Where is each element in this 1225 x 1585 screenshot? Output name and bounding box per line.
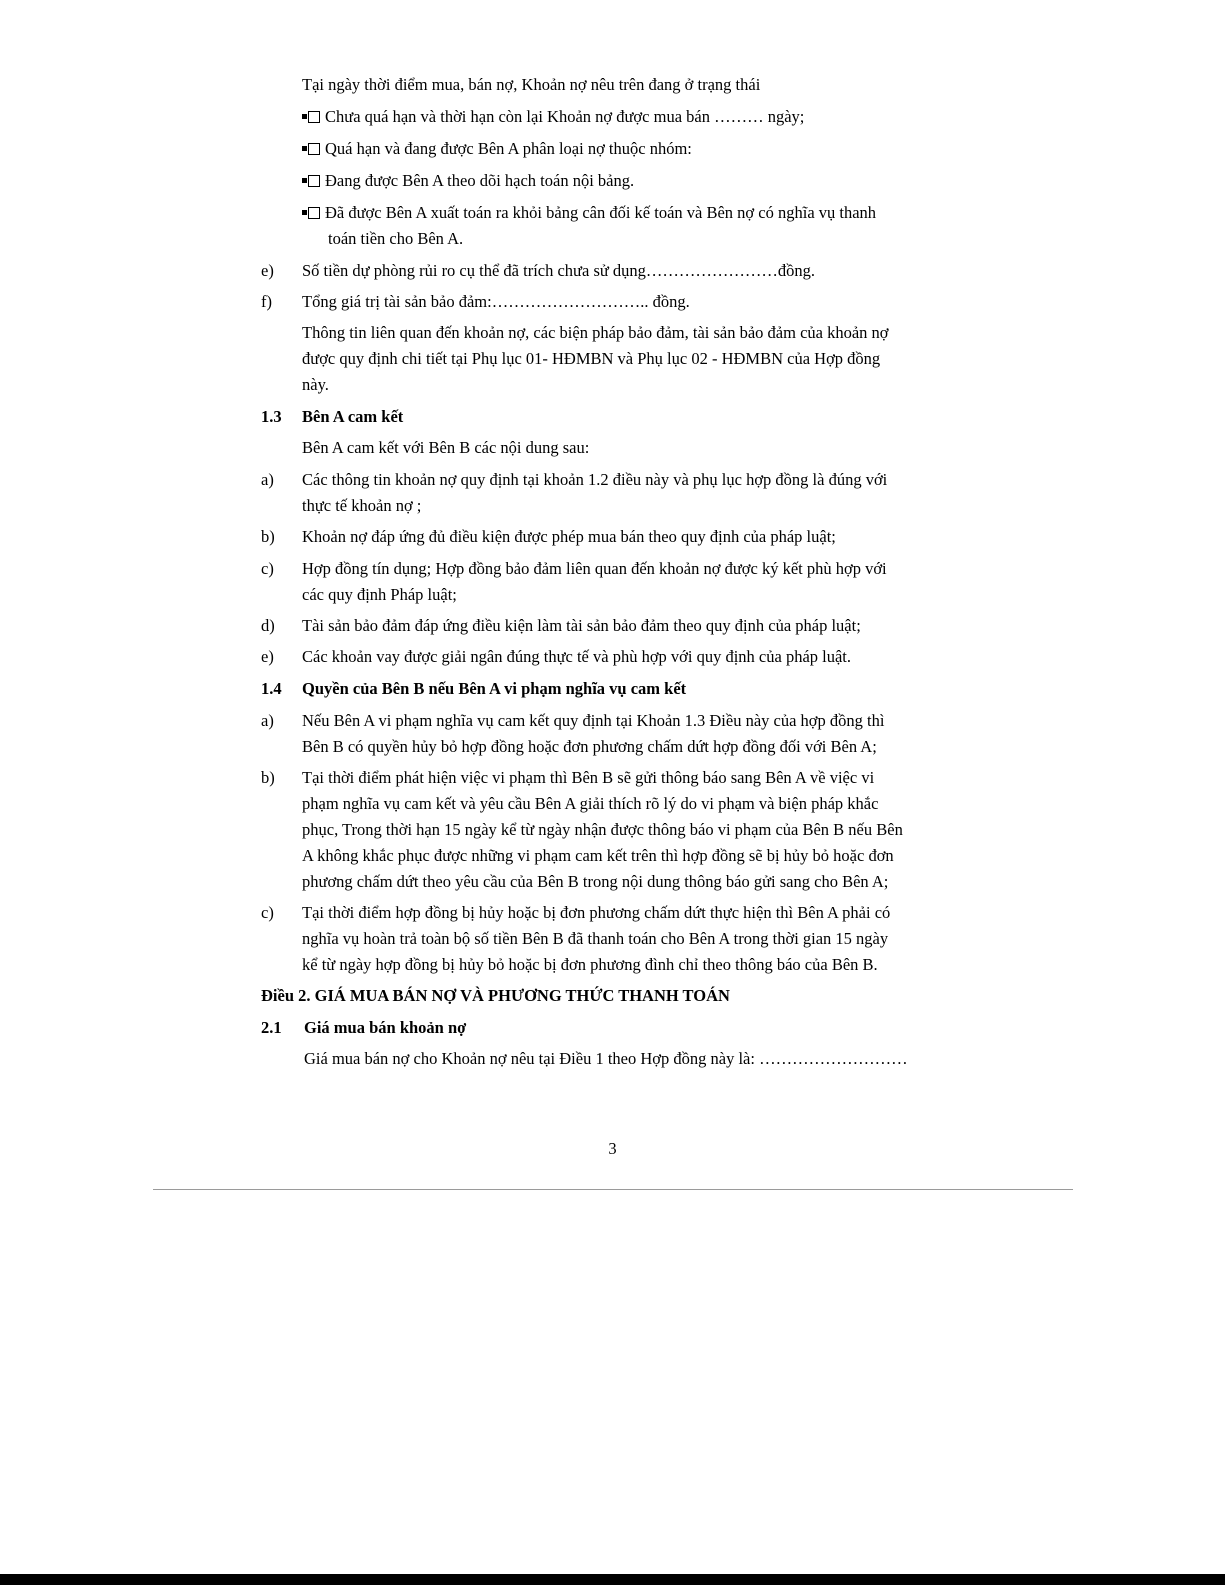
page-number: 3: [608, 1139, 617, 1158]
section-intro: Bên A cam kết với Bên B các nội dung sau:: [302, 438, 590, 457]
item-text: kể từ ngày hợp đồng bị hủy bỏ hoặc bị đơn phương đình chỉ theo thông báo của Bên B.: [302, 955, 878, 974]
bullet-icon: [302, 178, 307, 183]
bottom-bar: [0, 1574, 1225, 1585]
page-divider: [153, 1189, 1073, 1190]
bullet-icon: [302, 114, 307, 119]
checkbox-icon[interactable]: [308, 143, 320, 155]
checkbox-icon[interactable]: [308, 175, 320, 187]
bullet-icon: [302, 146, 307, 151]
item-text: nghĩa vụ hoàn trả toàn bộ số tiền Bên B đã thanh toán cho Bên A trong thời gian 15 ngày: [302, 929, 889, 948]
item-text: Khoản nợ đáp ứng đủ điều kiện được phép mua bán theo quy định của pháp luật;: [302, 527, 836, 546]
info-line: này.: [302, 375, 329, 394]
item-label: c): [261, 903, 274, 922]
item-label: e): [261, 647, 274, 666]
status-option: Quá hạn và đang được Bên A phân loại nợ thuộc nhóm:: [302, 138, 692, 160]
item-text: Hợp đồng tín dụng; Hợp đồng bảo đảm liên quan đến khoản nợ được ký kết phù hợp với: [302, 559, 887, 578]
item-text: Tại thời điểm phát hiện việc vi phạm thì Bên B sẽ gửi thông báo sang Bên A về việc vi: [302, 768, 875, 787]
checkbox-icon[interactable]: [308, 111, 320, 123]
item-text: Tại thời điểm hợp đồng bị hủy hoặc bị đơn phương chấm dứt thực hiện thì Bên A phải có: [302, 903, 891, 922]
item-label: a): [261, 470, 274, 489]
article-heading: Điều 2. GIÁ MUA BÁN NỢ VÀ PHƯƠNG THỨC THANH TOÁN: [261, 986, 730, 1005]
status-intro: Tại ngày thời điểm mua, bán nợ, Khoản nợ nêu trên đang ở trạng thái: [302, 75, 761, 94]
status-option: Chưa quá hạn và thời hạn còn lại Khoản nợ được mua bán ……… ngày;: [302, 106, 804, 128]
section-title: Giá mua bán khoản nợ: [304, 1018, 467, 1037]
item-text: Các thông tin khoản nợ quy định tại khoản 1.2 điều này và phụ lục hợp đồng là đúng với: [302, 470, 888, 489]
item-label: e): [261, 261, 274, 280]
section-title: Bên A cam kết: [302, 407, 404, 426]
section-number: 1.3: [261, 407, 282, 426]
section-number: 1.4: [261, 679, 282, 698]
item-text: Bên B có quyền hủy bỏ hợp đồng hoặc đơn phương chấm dứt hợp đồng đối với Bên A;: [302, 737, 877, 756]
section-title: Quyền của Bên B nếu Bên A vi phạm nghĩa vụ cam kết: [302, 679, 687, 698]
item-label: a): [261, 711, 274, 730]
status-option-continuation: toán tiền cho Bên A.: [328, 229, 464, 248]
item-label: b): [261, 768, 275, 787]
item-text: phương chấm dứt theo yêu cầu của Bên B trong nội dung thông báo gửi sang cho Bên A;: [302, 872, 889, 891]
status-option: Đang được Bên A theo dõi hạch toán nội bảng.: [302, 170, 634, 192]
item-text: Nếu Bên A vi phạm nghĩa vụ cam kết quy định tại Khoản 1.3 Điều này của hợp đồng thì: [302, 711, 885, 730]
item-label: b): [261, 527, 275, 546]
section-number: 2.1: [261, 1018, 282, 1037]
item-text: Tổng giá trị tài sản bảo đảm:……………………….. đồng.: [302, 292, 690, 311]
status-option: Đã được Bên A xuất toán ra khỏi bảng cân đối kế toán và Bên nợ có nghĩa vụ thanh: [302, 202, 876, 224]
item-text: Số tiền dự phòng rủi ro cụ thể đã trích chưa sử dụng……………………đồng.: [302, 261, 816, 280]
item-text: các quy định Pháp luật;: [302, 585, 457, 604]
item-text: thực tế khoản nợ ;: [302, 496, 422, 515]
item-text: phạm nghĩa vụ cam kết và yêu cầu Bên A giải thích rõ lý do vi phạm và biện pháp khắc: [302, 794, 879, 813]
info-line: Thông tin liên quan đến khoản nợ, các biện pháp bảo đảm, tài sản bảo đảm của khoản nợ: [302, 323, 889, 342]
checkbox-icon[interactable]: [308, 207, 320, 219]
item-label: f): [261, 292, 272, 311]
item-text: A không khắc phục được những vi phạm cam kết trên thì hợp đồng sẽ bị hủy bỏ hoặc đơn: [302, 846, 894, 865]
item-label: c): [261, 559, 274, 578]
bullet-icon: [302, 210, 307, 215]
item-text: phục, Trong thời hạn 15 ngày kể từ ngày nhận được thông báo vi phạm của Bên B nếu Bên: [302, 820, 903, 839]
item-text: Các khoản vay được giải ngân đúng thực tế và phù hợp với quy định của pháp luật.: [302, 647, 852, 666]
info-line: được quy định chi tiết tại Phụ lục 01- HĐMBN và Phụ lục 02 - HĐMBN của Hợp đồng: [302, 349, 881, 368]
section-text: Giá mua bán nợ cho Khoản nợ nêu tại Điều 1 theo Hợp đồng này là: ………………………: [304, 1049, 908, 1068]
item-text: Tài sản bảo đảm đáp ứng điều kiện làm tài sản bảo đảm theo quy định của pháp luật;: [302, 616, 861, 635]
item-label: d): [261, 616, 275, 635]
